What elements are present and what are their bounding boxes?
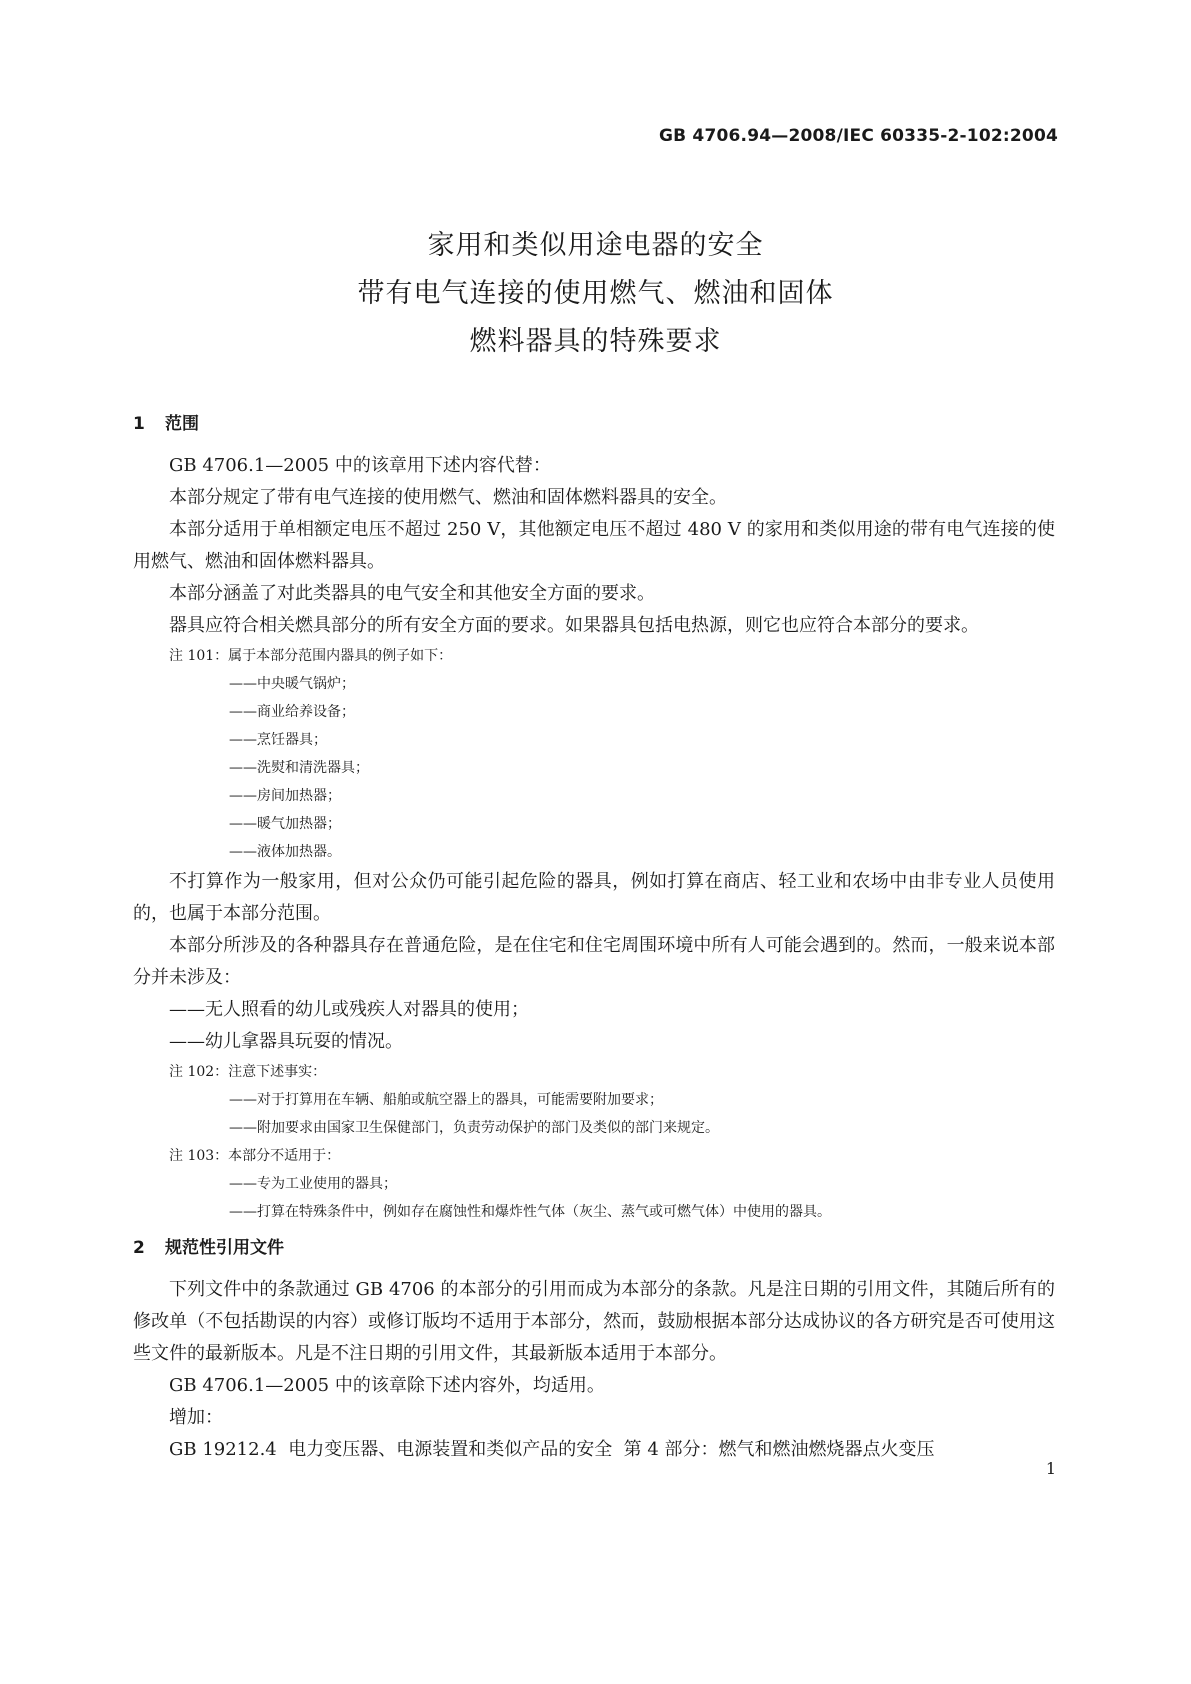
document-body (133, 408, 1055, 1466)
note-101-item: ——中央暖气锅炉； (229, 676, 355, 692)
section-2-title: 规范性引用文件 (165, 1238, 284, 1258)
note-102-label: 注 102：注意下述事实： (169, 1064, 327, 1080)
section-1-title: 范围 (165, 414, 199, 434)
note-103-item: ——打算在特殊条件中，例如存在腐蚀性和爆炸性气体（灰尘、蒸气或可燃气体）中使用的器具。 (229, 1204, 831, 1220)
section-2-paragraph: 下列文件中的条款通过 GB 4706 的本部分的引用而成为本部分的条款。凡是注日期的引用文件，其随后所有的修改单（不包括勘误的内容）或修订版均不适用于本部分，然而，鼓励根据本部分达成协议的各方研究是否可使用这些文件的最新版本。凡是不注日期的引用文件，其最新版本适用于本部分。 (133, 1279, 1055, 1364)
section-1-number: 1 (133, 414, 145, 434)
note-102-item: ——附加要求由国家卫生保健部门，负责劳动保护的部门及类似的部门来规定。 (229, 1120, 719, 1136)
note-103-item: ——专为工业使用的器具； (229, 1176, 397, 1192)
exclusion-item: ——幼儿拿器具玩耍的情况。 (169, 1031, 403, 1052)
section-1-paragraph: 器具应符合相关燃具部分的所有安全方面的要求。如果器具包括电热源，则它也应符合本部分的要求。 (169, 615, 979, 636)
section-1-heading (133, 408, 1055, 440)
section-1-paragraph: 本部分规定了带有电气连接的使用燃气、燃油和固体燃料器具的安全。 (169, 487, 727, 508)
section-1-paragraph: GB 4706.1—2005 中的该章用下述内容代替： (169, 455, 551, 476)
page-number: 1 (1045, 1459, 1056, 1478)
section-2-paragraph: GB 4706.1—2005 中的该章除下述内容外，均适用。 (169, 1375, 605, 1396)
note-103-label: 注 103：本部分不适用于： (169, 1148, 341, 1164)
section-1-paragraph: 本部分涵盖了对此类器具的电气安全和其他安全方面的要求。 (169, 583, 655, 604)
note-101-item: ——洗熨和清洗器具； (229, 760, 369, 776)
section-2-paragraph: GB 19212.4 电力变压器、电源装置和类似产品的安全 第 4 部分：燃气和燃油燃烧器点火变压 (169, 1439, 935, 1460)
standard-number: GB 4706.94—2008/IEC 60335-2-102:2004 (659, 126, 1058, 146)
note-101-item: ——液体加热器。 (229, 844, 341, 860)
title-line-3: 燃料器具的特殊要求 (469, 326, 722, 357)
note-102-item: ——对于打算用在车辆、船舶或航空器上的器具，可能需要附加要求； (229, 1092, 663, 1108)
note-101-item: ——房间加热器； (229, 788, 341, 804)
note-101-item: ——商业给养设备； (229, 704, 355, 720)
title-line-1: 家用和类似用途电器的安全 (427, 230, 764, 261)
section-2-paragraph: 增加： (169, 1407, 223, 1428)
exclusion-item: ——无人照看的幼儿或残疾人对器具的使用； (169, 999, 529, 1020)
note-101-item: ——暖气加热器； (229, 816, 341, 832)
note-101-item: ——烹饪器具； (229, 732, 327, 748)
note-101-label: 注 101：属于本部分范围内器具的例子如下： (169, 648, 453, 664)
section-1-paragraph: 不打算作为一般家用，但对公众仍可能引起危险的器具，例如打算在商店、轻工业和农场中由非专业人员使用的，也属于本部分范围。 (133, 871, 1055, 924)
section-2-heading (133, 1232, 1055, 1264)
document-title (0, 222, 1191, 366)
section-1-paragraph: 本部分所涉及的各种器具存在普通危险，是在住宅和住宅周围环境中所有人可能会遇到的。然而，一般来说本部分并未涉及： (133, 935, 1055, 988)
title-line-2: 带有电气连接的使用燃气、燃油和固体 (357, 278, 834, 309)
section-2-number: 2 (133, 1238, 145, 1258)
section-1-paragraph: 本部分适用于单相额定电压不超过 250 V，其他额定电压不超过 480 V 的家用和类似用途的带有电气连接的使用燃气、燃油和固体燃料器具。 (133, 519, 1055, 572)
